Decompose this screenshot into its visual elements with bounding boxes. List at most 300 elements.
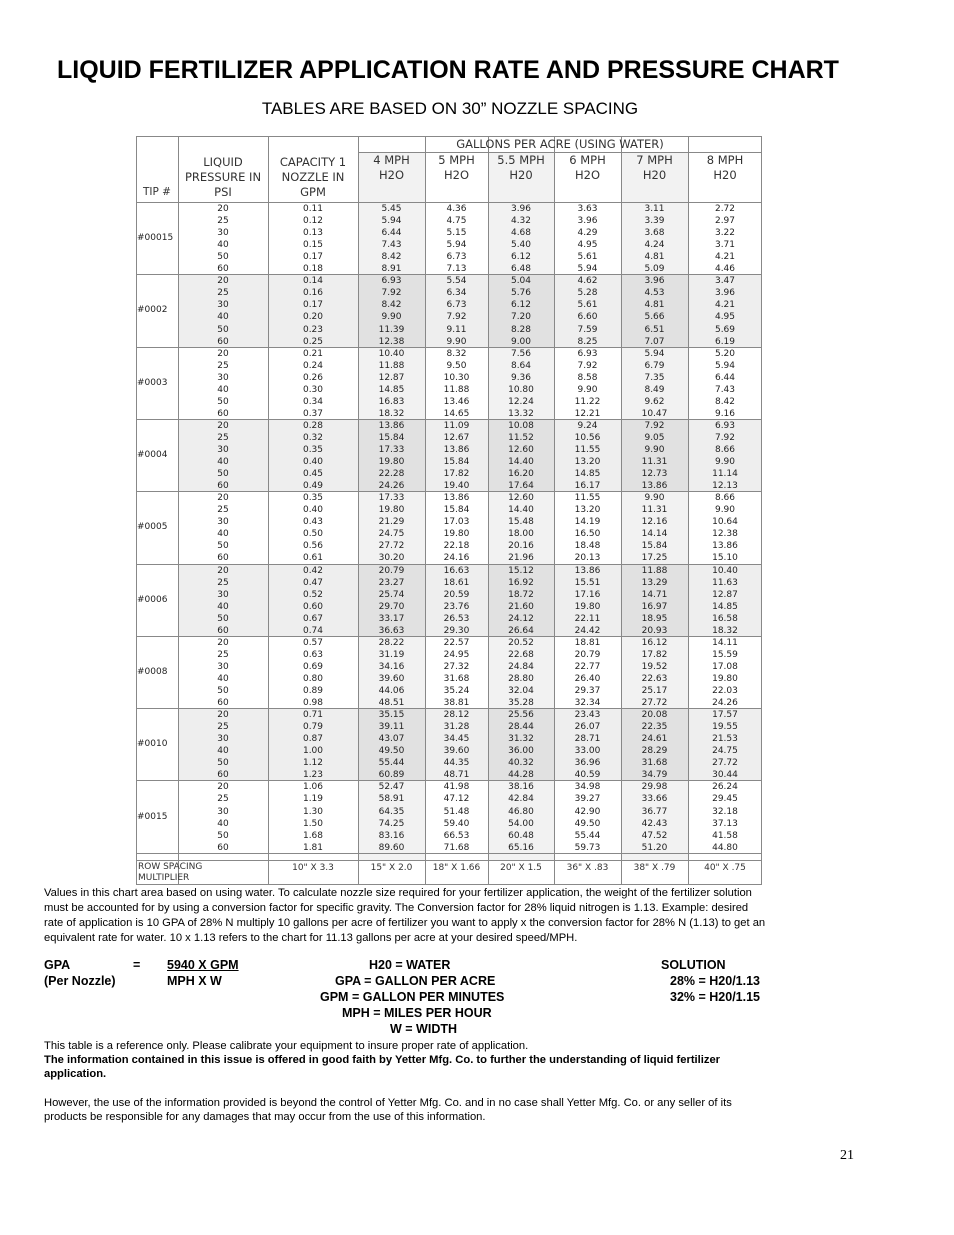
table-cell: 37.13 — [712, 818, 738, 829]
table-cell: 3.39 — [644, 216, 665, 227]
table-cell: 4.68 — [510, 228, 532, 239]
table-cell: 60 — [217, 553, 229, 564]
table-cell: 43.07 — [378, 734, 405, 745]
table-cell: 21.53 — [712, 734, 738, 745]
table-cell: 0.52 — [302, 589, 324, 600]
table-cell: 60 — [217, 842, 229, 853]
table-cell: 49.50 — [378, 746, 405, 757]
table-cell: 30 — [217, 734, 229, 745]
table-cell: 12.21 — [574, 408, 601, 419]
table-cell: 3.96 — [644, 276, 665, 287]
table-cell: 10.40 — [378, 348, 405, 359]
table-cell: 42.43 — [641, 818, 668, 829]
good-faith-note — [44, 1053, 914, 1081]
table-cell: 8.64 — [510, 360, 532, 371]
table-cell: 9.36 — [510, 372, 532, 383]
table-cell: 44.35 — [443, 758, 470, 769]
table-cell: 26.40 — [574, 673, 601, 684]
table-cell: 25 — [217, 505, 229, 516]
table-cell: 5.94 — [446, 240, 467, 251]
table-cell: 51.48 — [443, 806, 470, 817]
table-cell: 23.27 — [378, 577, 405, 588]
legend-water: H20 = WATER — [369, 958, 451, 972]
table-cell: 24.26 — [378, 481, 405, 492]
table-cell: 17.82 — [641, 649, 668, 660]
table-cell: 0.17 — [302, 252, 324, 263]
table-cell: 0.56 — [302, 541, 324, 552]
table-cell: 6.12 — [510, 252, 532, 263]
table-cell: 4.32 — [510, 216, 532, 227]
application-rate-table — [136, 136, 762, 885]
table-cell: 0.12 — [302, 216, 324, 227]
table-cell: 36.77 — [641, 806, 668, 817]
table-cell: 65.16 — [508, 842, 534, 853]
table-cell: 4.21 — [714, 252, 736, 263]
table-cell: 0.21 — [302, 348, 324, 359]
table-cell: 41.98 — [443, 782, 470, 793]
table-cell: 15.84 — [443, 457, 470, 468]
table-cell: 6.44 — [381, 228, 402, 239]
table-cell: 25 — [217, 577, 229, 588]
table-cell: 34.98 — [574, 782, 601, 793]
table-cell: 0.42 — [302, 565, 324, 576]
table-cell: 50 — [217, 686, 229, 696]
table-cell: 1.19 — [302, 794, 324, 805]
table-cell: 19.80 — [712, 673, 738, 684]
table-cell: 12.73 — [641, 469, 668, 480]
table-cell: 20 — [217, 710, 229, 721]
table-cell: 11.31 — [641, 457, 668, 468]
table-cell: 40 — [217, 384, 229, 395]
table-cell: 59.40 — [443, 818, 470, 829]
table-cell: 60 — [217, 264, 229, 275]
table-cell: 10.40 — [712, 565, 738, 576]
table-cell: 22.68 — [508, 649, 534, 660]
table-cell: 33.00 — [574, 746, 601, 757]
table-cell: 10.56 — [574, 432, 601, 443]
table-cell: 13.32 — [508, 408, 534, 419]
table-cell: 14.65 — [443, 408, 470, 419]
table-cell: 7.20 — [510, 312, 532, 323]
table-cell: 17.33 — [378, 445, 405, 455]
footer-value: 20" X 1.5 — [500, 863, 542, 873]
table-cell: 18.81 — [574, 637, 601, 648]
table-cell: 30 — [217, 661, 229, 672]
table-cell: 60 — [217, 625, 229, 636]
header-speed: 5.5 MPH — [497, 153, 545, 167]
header-speed: H20 — [509, 168, 533, 182]
header-capacity: NOZZLE IN — [281, 170, 345, 184]
table-cell: 64.35 — [378, 806, 405, 817]
table-cell: 3.96 — [510, 204, 532, 214]
table-cell: 11.14 — [712, 469, 738, 480]
table-cell: 3.96 — [577, 216, 598, 227]
table-cell: 4.46 — [714, 264, 736, 275]
table-cell: 20 — [217, 565, 229, 576]
table-cell: 12.13 — [712, 481, 738, 492]
table-cell: 25 — [217, 216, 229, 227]
table-cell: 40 — [217, 457, 229, 468]
table-cell: 14.71 — [641, 589, 668, 600]
footer-value: 15" X 2.0 — [370, 863, 413, 873]
table-cell: 7.43 — [381, 240, 402, 251]
table-cell: 38.16 — [508, 782, 534, 793]
header-speed: H2O — [574, 168, 601, 182]
table-cell: 1.81 — [302, 842, 324, 853]
table-cell: 3.63 — [577, 204, 598, 214]
table-cell: 29.70 — [378, 601, 405, 612]
table-cell: 0.43 — [302, 517, 324, 528]
table-cell: 44.28 — [508, 770, 534, 781]
table-cell: 15.59 — [712, 649, 738, 660]
table-cell: 26.07 — [574, 722, 601, 733]
good-faith-line: application. — [44, 1068, 107, 1080]
table-cell: 8.91 — [381, 264, 402, 275]
table-cell: 13.29 — [641, 577, 668, 588]
table-cell: 15.84 — [378, 432, 405, 443]
table-cell: 11.88 — [641, 565, 668, 576]
table-cell: 20.08 — [641, 710, 668, 721]
table-cell: 16.92 — [508, 577, 534, 588]
tip-label: #00015 — [137, 233, 174, 244]
table-cell: 4.53 — [644, 288, 665, 299]
table-cell: 7.92 — [381, 288, 402, 299]
table-cell: 7.35 — [644, 372, 665, 383]
table-cell: 9.90 — [577, 384, 598, 395]
table-cell: 0.45 — [302, 469, 324, 480]
table-cell: 7.43 — [714, 384, 736, 395]
table-cell: 35.24 — [443, 686, 470, 696]
table-cell: 32.18 — [712, 806, 738, 817]
explanation-line: equivalent rate for water. 10 x 1.13 refers to the chart for 11.13 gallons per acre at your desired speed/MPH. — [44, 932, 578, 944]
table-cell: 13.86 — [712, 541, 738, 552]
formula-gpa: GPA — [44, 958, 71, 972]
tip-label: #0008 — [137, 666, 168, 677]
table-cell: 9.62 — [644, 396, 665, 407]
table-cell: 55.44 — [378, 758, 405, 769]
explanation-line: Values in this chart area based on using water. To calculate nozzle size required for your fertilizer application, the weight of the fertilizer solution — [44, 887, 752, 899]
table-cell: 0.60 — [302, 601, 324, 612]
table-cell: 40 — [217, 818, 229, 829]
table-cell: 20 — [217, 420, 229, 431]
table-cell: 12.87 — [712, 589, 738, 600]
table-cell: 44.06 — [378, 686, 405, 696]
table-cell: 3.47 — [714, 276, 736, 287]
table-cell: 12.38 — [712, 529, 738, 540]
table-cell: 27.32 — [443, 661, 470, 672]
table-cell: 8.42 — [381, 252, 402, 263]
table-cell: 39.60 — [443, 746, 470, 757]
table-cell: 5.94 — [644, 348, 665, 359]
table-cell: 25 — [217, 432, 229, 443]
table-cell: 14.40 — [508, 505, 534, 516]
table-cell: 3.96 — [714, 288, 736, 299]
table-cell: 6.73 — [446, 252, 467, 263]
table-cell: 28.44 — [508, 722, 534, 733]
table-cell: 10.80 — [508, 384, 534, 395]
table-cell: 16.20 — [508, 469, 534, 480]
table-cell: 7.92 — [644, 420, 665, 431]
table-cell: 20.16 — [508, 541, 534, 552]
table-cell: 24.95 — [443, 649, 470, 660]
table-cell: 3.68 — [644, 228, 665, 239]
table-cell: 9.16 — [714, 408, 736, 419]
table-cell: 0.14 — [302, 276, 324, 287]
table-cell: 20 — [217, 204, 229, 214]
table-cell: 71.68 — [443, 842, 470, 853]
footer-label: MULTIPLIER — [138, 873, 190, 883]
table-cell: 0.49 — [302, 481, 324, 492]
table-cell: 0.74 — [302, 625, 324, 636]
table-cell: 3.11 — [644, 204, 665, 214]
table-cell: 0.34 — [302, 396, 324, 407]
table-cell: 42.90 — [574, 806, 601, 817]
table-cell: 0.50 — [302, 529, 324, 540]
table-cell: 39.60 — [378, 673, 405, 684]
legend-gpm: GPM = GALLON PER MINUTES — [320, 990, 505, 1004]
solution-title: SOLUTION — [661, 958, 726, 972]
footer-divider — [136, 860, 762, 861]
table-cell: 5.45 — [381, 204, 402, 214]
table-cell: 9.11 — [446, 324, 467, 335]
formula-equals: = — [133, 958, 141, 972]
table-cell: 50 — [217, 541, 229, 552]
table-cell: 24.42 — [574, 625, 601, 636]
disclaimer-note — [44, 1096, 914, 1124]
table-cell: 6.12 — [510, 300, 532, 311]
table-cell: 6.79 — [644, 360, 665, 371]
footer-value: 36" X .83 — [566, 863, 609, 873]
table-cell: 44.80 — [712, 842, 738, 853]
table-cell: 35.15 — [378, 710, 405, 721]
formula-denominator: MPH X W — [167, 974, 222, 988]
table-cell: 59.73 — [574, 842, 601, 853]
table-cell: 20 — [217, 276, 229, 287]
table-cell: 19.52 — [641, 661, 668, 672]
table-cell: 19.80 — [378, 505, 405, 516]
table-cell: 25 — [217, 288, 229, 299]
table-cell: 8.49 — [644, 384, 665, 395]
table-cell: 12.60 — [508, 493, 534, 504]
table-cell: 19.80 — [443, 529, 470, 540]
table-cell: 1.68 — [302, 830, 324, 841]
table-cell: 19.80 — [378, 457, 405, 468]
table-cell: 19.80 — [574, 601, 601, 612]
table-cell: 13.86 — [641, 481, 668, 492]
table-cell: 7.59 — [577, 324, 598, 335]
table-cell: 5.54 — [446, 276, 467, 287]
table-cell: 18.95 — [641, 613, 668, 624]
table-cell: 8.58 — [577, 372, 598, 383]
header-speed: H2O — [443, 168, 470, 182]
table-cell: 32.34 — [574, 698, 601, 709]
table-cell: 29.98 — [641, 782, 668, 793]
table-cell: 0.40 — [302, 505, 324, 516]
table-cell: 4.81 — [644, 300, 665, 311]
table-cell: 89.60 — [378, 842, 405, 853]
header-speed: 5 MPH — [438, 153, 475, 167]
table-cell: 22.77 — [574, 661, 601, 672]
table-cell: 16.50 — [574, 529, 601, 540]
table-cell: 17.16 — [574, 589, 601, 600]
table-cell: 30 — [217, 445, 229, 455]
table-cell: 12.67 — [443, 432, 470, 443]
table-cell: 60 — [217, 481, 229, 492]
table-cell: 18.32 — [378, 408, 405, 419]
table-cell: 6.48 — [510, 264, 532, 275]
table-cell: 20.13 — [574, 553, 601, 564]
table-cell: 2.97 — [714, 216, 736, 227]
table-cell: 11.88 — [443, 384, 470, 395]
table-cell: 19.40 — [443, 481, 470, 492]
table-cell: 20 — [217, 493, 229, 504]
formula-numerator: 5940 X GPM — [167, 958, 239, 972]
table-cell: 20.79 — [378, 565, 405, 576]
solution-28: 28% = H20/1.13 — [670, 974, 760, 988]
table-cell: 6.93 — [577, 348, 598, 359]
table-cell: 7.92 — [446, 312, 467, 323]
table-cell: 30 — [217, 228, 229, 239]
table-cell: 4.24 — [644, 240, 665, 251]
table-cell: 29.37 — [574, 686, 601, 696]
header-speed: H20 — [642, 168, 667, 182]
table-cell: 20 — [217, 637, 229, 648]
table-cell: 1.30 — [302, 806, 324, 817]
table-cell: 13.86 — [443, 493, 470, 504]
tip-label: #0003 — [137, 377, 168, 388]
table-cell: 5.76 — [510, 288, 532, 299]
table-cell: 25 — [217, 360, 229, 371]
table-cell: 0.67 — [302, 613, 324, 624]
table-cell: 35.28 — [508, 698, 534, 709]
table-cell: 50 — [217, 469, 229, 480]
table-cell: 11.09 — [443, 420, 470, 431]
tip-label: #0002 — [137, 305, 168, 316]
table-cell: 9.05 — [644, 432, 665, 443]
table-cell: 60 — [217, 336, 229, 347]
table-cell: 0.37 — [302, 408, 324, 419]
table-cell: 40 — [217, 312, 229, 323]
table-cell: 40 — [217, 240, 229, 251]
table-cell: 18.48 — [574, 541, 601, 552]
table-cell: 4.29 — [577, 228, 598, 239]
table-cell: 33.17 — [378, 613, 405, 624]
table-cell: 22.28 — [378, 469, 405, 480]
table-cell: 22.03 — [712, 686, 738, 696]
table-cell: 52.47 — [378, 782, 405, 793]
table-cell: 49.50 — [574, 818, 601, 829]
table-cell: 10.64 — [712, 517, 738, 528]
table-cell: 36.96 — [574, 758, 601, 769]
table-cell: 5.69 — [714, 324, 736, 335]
table-cell: 11.22 — [574, 396, 601, 407]
table-cell: 47.52 — [641, 830, 668, 841]
table-cell: 33.66 — [641, 794, 668, 805]
table-cell: 16.58 — [712, 613, 738, 624]
table-cell: 20.59 — [443, 589, 470, 600]
table-cell: 22.63 — [641, 673, 668, 684]
table-cell: 0.16 — [302, 288, 324, 299]
table-cell: 31.28 — [443, 722, 470, 733]
table-cell: 30 — [217, 589, 229, 600]
table-cell: 50 — [217, 324, 229, 335]
table-cell: 6.44 — [714, 372, 736, 383]
table-cell: 25 — [217, 794, 229, 805]
table-cell: 60 — [217, 408, 229, 419]
table-cell: 29.45 — [712, 794, 738, 805]
table-cell: 0.57 — [302, 637, 324, 648]
table-cell: 39.27 — [574, 794, 601, 805]
table-cell: 16.17 — [574, 481, 601, 492]
table-cell: 41.58 — [712, 830, 738, 841]
table-cell: 6.60 — [577, 312, 598, 323]
table-cell: 32.04 — [508, 686, 534, 696]
table-cell: 15.84 — [641, 541, 668, 552]
table-cell: 5.61 — [577, 252, 598, 263]
table-cell: 22.18 — [443, 541, 470, 552]
table-cell: 8.42 — [714, 396, 736, 407]
header-speed: 7 MPH — [636, 153, 673, 167]
table-cell: 24.16 — [443, 553, 470, 564]
disclaimer-line: However, the use of the information provided is beyond the control of Yetter Mfg. Co. and in no case shall Yetter Mfg. Co. or any seller of its — [44, 1097, 732, 1109]
table-cell: 15.84 — [443, 505, 470, 516]
table-cell: 25 — [217, 722, 229, 733]
table-cell: 4.21 — [714, 300, 736, 311]
table-cell: 4.75 — [446, 216, 467, 227]
table-cell: 60 — [217, 770, 229, 781]
table-cell: 17.33 — [378, 493, 405, 504]
header-speed: H2O — [378, 168, 405, 182]
group-header: GALLONS PER ACRE (USING WATER) — [456, 137, 664, 151]
table-cell: 34.16 — [378, 661, 405, 672]
table-cell: 9.90 — [446, 336, 467, 347]
table-cell: 40 — [217, 673, 229, 684]
solution-32: 32% = H20/1.15 — [670, 990, 760, 1004]
table-cell: 5.04 — [510, 276, 532, 287]
table-cell: 14.40 — [508, 457, 534, 468]
tip-label: #0015 — [137, 811, 168, 822]
header-pressure: LIQUID — [203, 155, 243, 169]
table-cell: 19.55 — [712, 722, 738, 733]
table-cell: 83.16 — [378, 830, 405, 841]
table-cell: 0.98 — [302, 698, 324, 709]
table-cell: 0.17 — [302, 300, 324, 311]
table-cell: 13.46 — [443, 396, 470, 407]
table-cell: 66.53 — [443, 830, 470, 841]
table-cell: 0.40 — [302, 457, 324, 468]
table-cell: 13.86 — [378, 420, 405, 431]
table-cell: 11.31 — [641, 505, 668, 516]
footer-label: ROW SPACING — [138, 862, 203, 872]
table-cell: 16.83 — [378, 396, 405, 407]
table-cell: 0.18 — [302, 264, 324, 275]
table-cell: 31.32 — [508, 734, 534, 745]
table-cell: 13.20 — [574, 457, 601, 468]
table-cell: 51.20 — [641, 842, 668, 853]
footer-value: 40" X .75 — [704, 863, 746, 873]
table-cell: 26.64 — [508, 625, 534, 636]
table-cell: 12.24 — [508, 396, 534, 407]
tip-label: #0005 — [137, 522, 168, 533]
legend-gpa: GPA = GALLON PER ACRE — [335, 974, 496, 988]
table-cell: 20 — [217, 348, 229, 359]
table-cell: 0.69 — [302, 661, 324, 672]
table-cell: 58.91 — [378, 794, 405, 805]
header-speed: 6 MPH — [569, 153, 606, 167]
table-cell: 18.32 — [712, 625, 738, 636]
tip-label: #0006 — [137, 594, 168, 605]
table-cell: 9.00 — [510, 336, 532, 347]
